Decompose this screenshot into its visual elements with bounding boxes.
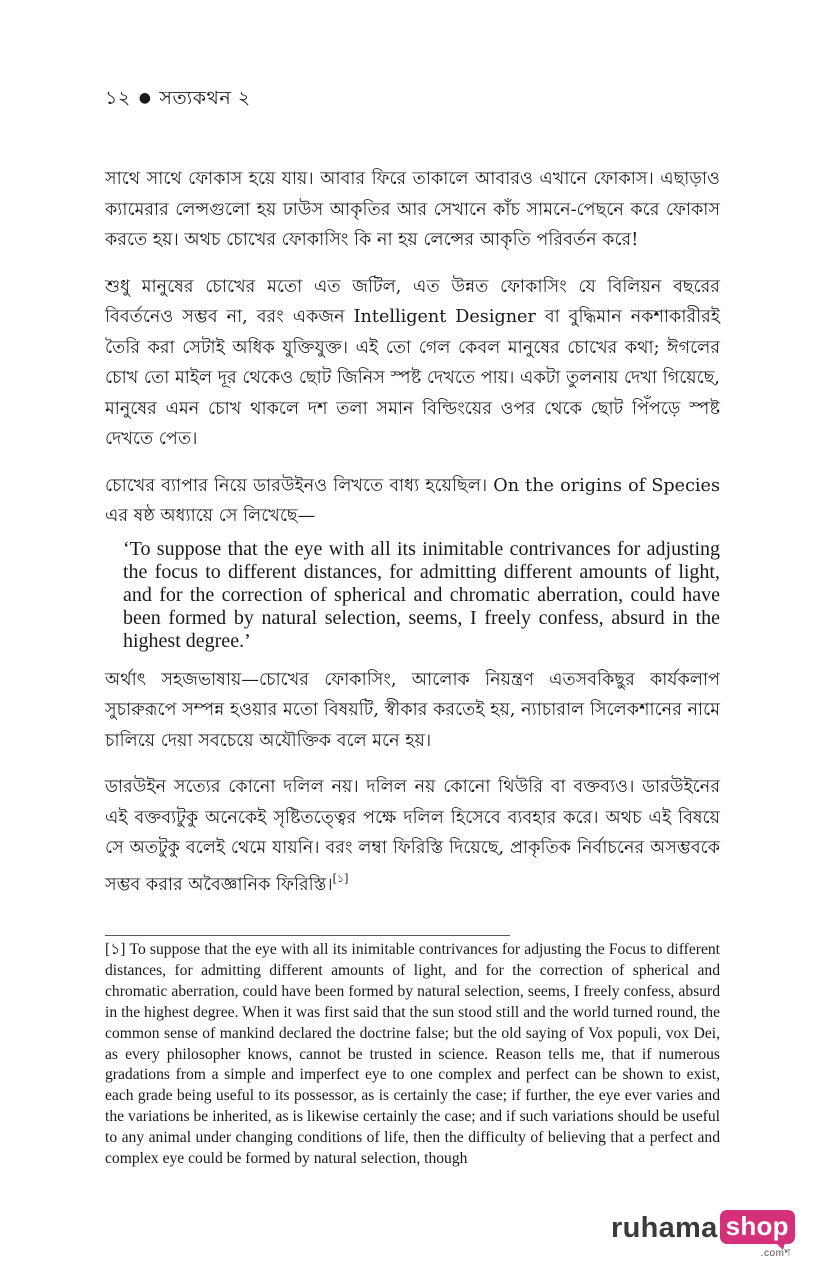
paragraph-3: চোখের ব্যাপার নিয়ে ডারউইনও লিখতে বাধ্য হয়েছিল। On the origins of Species এর ষষ্ঠ অধ্যায়ে সে লিখেছে— — [105, 475, 720, 526]
footnote-divider — [105, 935, 510, 936]
paragraph-5 — [105, 772, 720, 900]
footnote — [105, 940, 720, 1170]
running-header — [105, 84, 251, 116]
body-text — [105, 164, 720, 916]
page-number: ১২ — [105, 87, 131, 109]
watermark-domain: .comশ — [760, 1248, 791, 1259]
paragraph-1: সাথে সাথে ফোকাস হয়ে যায়। আবার ফিরে তাকালে আবারও এখানে ফোকাস। এছাড়াও ক্যামেরার লেন্সগুলো হয় ঢাউস আকৃতির আর সেখানে কাঁচ সামনে-পেছনে করে ফোকাস করতে হয়। অথচ চোখের ফোকাসিং কি না হয় লেন্সের আকৃতি পরিবর্তন করে! — [105, 169, 720, 250]
footnote-reference[interactable]: [১] — [332, 871, 349, 885]
paragraph-5-text: ডারউইন সত্যের কোনো দলিল নয়। দলিল নয় কোনো থিউরি বা বক্তব্যও। ডারউইনের এই বক্তব্যটুকু অনেকেই সৃষ্টিতত্ত্বের পক্ষে দলিল হিসেবে ব্যবহার করে। অথচ এই বিষয়ে সে অতটুকু বলেই থেমে যায়নি। বরং লম্বা ফিরিস্তি দিয়েছে, প্রাকৃতিক নির্বাচনের অসম্ভবকে সম্ভব করার অবৈজ্ঞানিক ফিরিস্তি। — [105, 777, 720, 895]
bullet-separator: ● — [138, 90, 152, 106]
footnote-text: To suppose that the eye with all its inimitable contrivances for adjusting the Focus to different distances, for admitting different amounts of light, and for the correction of spherical and chromatic aberration, could have been formed by natural selection, seems, I freely confess, absurd in the highest degree. When it was first said that the sun stood still and the world turned round, the common sense of mankind declared the doctrine false; but the old saying of Vox populi, vox Dei, as every philosopher knows, cannot be trusted in science. Reason tells me, that if numerous gradations from a simple and imperfect eye to one complex and perfect can be shown to exist, each grade being useful to its possessor, as is certainly the case; if further, the eye ever varies and the variations be inherited, as is likewise certainly the case; and if such variations should be useful to any animal under changing conditions of life, then the difficulty of believing that a perfect and complex eye could be formed by natural selection, though — [105, 941, 720, 1168]
watermark-shop-badge — [720, 1210, 795, 1259]
watermark-brand-left: ruhama — [611, 1212, 718, 1244]
darwin-quote: ‘To suppose that the eye with all its inimitable contrivances for adjusting the focus to different distances, for admitting different amounts of light, and for the correction of spherical and chromatic aberration, could have been formed by natural selection, seems, I freely confess, absurd in the highest degree.’ — [123, 537, 720, 652]
book-title: সত্যকথন ২ — [159, 87, 251, 109]
book-page — [105, 0, 720, 1275]
paragraph-2: শুধু মানুষের চোখের মতো এত জটিল, এত উন্নত ফোকাসিং যে বিলিয়ন বছরের বিবর্তনেও সম্ভব না, বরং একজন Intelligent Designer বা বুদ্ধিমান নকশাকারীরই তৈরি করা সেটাই অধিক যুক্তিযুক্ত। এই তো গেল কেবল মানুষের চোখের কথা; ঈগলের চোখ তো মাইল দূর থেকেও ছোট জিনিস স্পষ্ট দেখতে পায়। একটা তুলনায় দেখা গিয়েছে, মানুষের এমন চোখ থাকলে দশ তলা সমান বিল্ডিংয়ের ওপর থেকে ছোট পিঁপড়ে স্পষ্ট দেখতে পেত। — [105, 276, 720, 449]
ruhamashop-watermark-logo — [611, 1210, 795, 1259]
footnote-marker: [১] — [105, 941, 126, 958]
watermark-brand-right: shop — [720, 1210, 795, 1244]
paragraph-4: অর্থাৎ সহজভাষায়—চোখের ফোকাসিং, আলোক নিয়ন্ত্রণ এতসবকিছুর কার্যকলাপ সুচারুরূপে সম্পন্ন হওয়ার মতো বিষয়টি, স্বীকার করতেই হয়, ন্যাচারাল সিলেকশানের নামে চালিয়ে দেয়া সবচেয়ে অযৌক্তিক বলে মনে হয়। — [105, 669, 720, 751]
